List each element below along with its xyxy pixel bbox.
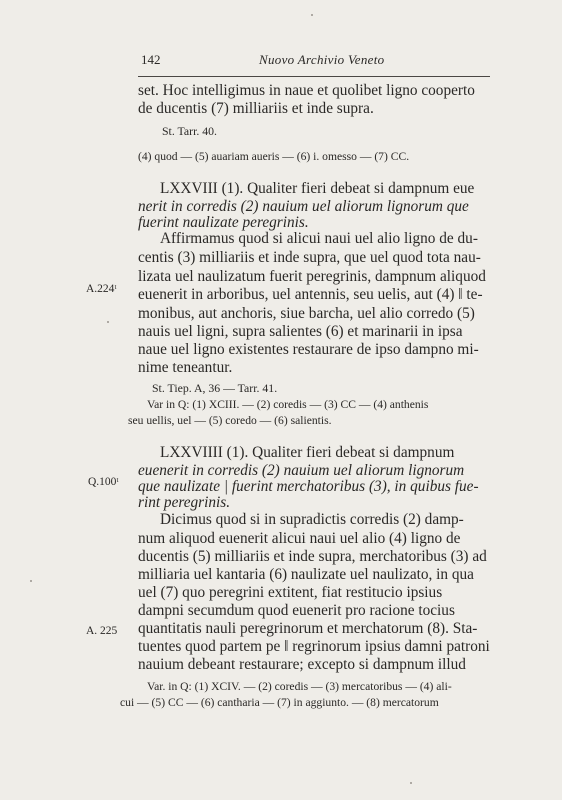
text-line: nime teneantur. (138, 359, 233, 376)
section-heading: LXXVIIII (1). Qualiter fieri debeat si dampnum (160, 444, 455, 461)
footnote-line: (4) quod — (5) auariam aueris — (6) i. omesso — (7) CC. (138, 150, 410, 163)
text-line: monibus, aut anchoris, siue barcha, uel alio corredo (5) (138, 305, 475, 322)
text-line: lizata uel naulizatum fuerit peregrinis, dampnum aliquod (138, 268, 486, 285)
text-line: quantitatis nauli peregrinorum et merchatorum (8). Sta- (138, 620, 478, 637)
text-line: Affirmamus quod si alicui naui uel alio ligno de du- (160, 230, 478, 247)
text-line: naue uel ligno existentes restaurare de ipso dampno mi- (138, 341, 479, 358)
source-reference: St. Tarr. 40. (162, 124, 217, 138)
text-line: euenerit in arboribus, uel antennis, seu uelis, aut (4) ‖ te- (138, 286, 483, 303)
heading-line: fuerint naulizate peregrinis. (138, 214, 309, 231)
margin-note: A. 225 (86, 625, 118, 637)
scan-speck (107, 321, 109, 323)
source-reference: St. Tiep. A, 36 — Tarr. 41. (152, 381, 278, 395)
text-line: Dicimus quod si in supradictis corredis (2) damp- (160, 511, 464, 528)
variant-note-line: seu uellis, uel — (5) coredo — (6) salientis. (128, 414, 332, 427)
variant-note-line: cui — (5) CC — (6) cantharia — (7) in aggiunto. — (8) mercatorum (120, 696, 439, 709)
header-rule (138, 76, 490, 77)
text-line: dampni secumdum quod euenerit pro racione tocius (138, 602, 455, 619)
scan-speck (410, 782, 412, 784)
page-number: 142 (141, 52, 161, 67)
text-line: milliaria uel kantaria (6) naulizate uel naulizato, in qua (138, 566, 474, 583)
heading-line: nerit in corredis (2) nauium uel aliorum lignorum que (138, 198, 469, 215)
text-line: num aliquod euenerit alicui naui uel alio (4) ligno de (138, 530, 461, 547)
variant-note-line: Var. in Q: (1) XCIV. — (2) coredis — (3) mercatoribus — (4) ali- (147, 680, 452, 693)
section-heading: LXXVIII (1). Qualiter fieri debeat si dampnum eue (160, 180, 475, 197)
text-line: centis (3) milliariis et inde supra, que uel quod tota nau- (138, 249, 481, 266)
heading-line: euenerit in corredis (2) nauium uel aliorum lignorum (138, 462, 465, 479)
scan-speck (311, 14, 313, 16)
text-line: uel (7) quo peregrini extitent, fiat restitucio ipsius (138, 584, 443, 601)
text-line: nauis uel ligni, supra salientes (6) et marinarii in ipsa (138, 323, 463, 340)
heading-line: rint peregrinis. (138, 494, 231, 511)
scan-speck (30, 580, 32, 582)
text-line: nauium debeant restaurare; excepto si dampnum illud (138, 656, 466, 673)
margin-note: A.224ᵗ (86, 283, 117, 295)
text-line: ducentis (5) milliariis et inde supra, merchatoribus (3) ad (138, 548, 487, 565)
text-line: de ducentis (7) milliariis et inde supra. (138, 100, 374, 117)
heading-line: que naulizate | fuerint merchatoribus (3), in quibus fue- (138, 478, 479, 495)
running-title: Nuovo Archivio Veneto (259, 52, 385, 67)
text-line: tuentes quod partem pe ‖ regrinorum ipsius damni patroni (138, 638, 490, 655)
margin-note: Q.100ᵗ (88, 476, 119, 488)
text-line: set. Hoc intelligimus in naue et quolibet ligno cooperto (138, 82, 475, 99)
variant-note-line: Var in Q: (1) XCIII. — (2) coredis — (3) CC — (4) anthenis (147, 398, 429, 411)
